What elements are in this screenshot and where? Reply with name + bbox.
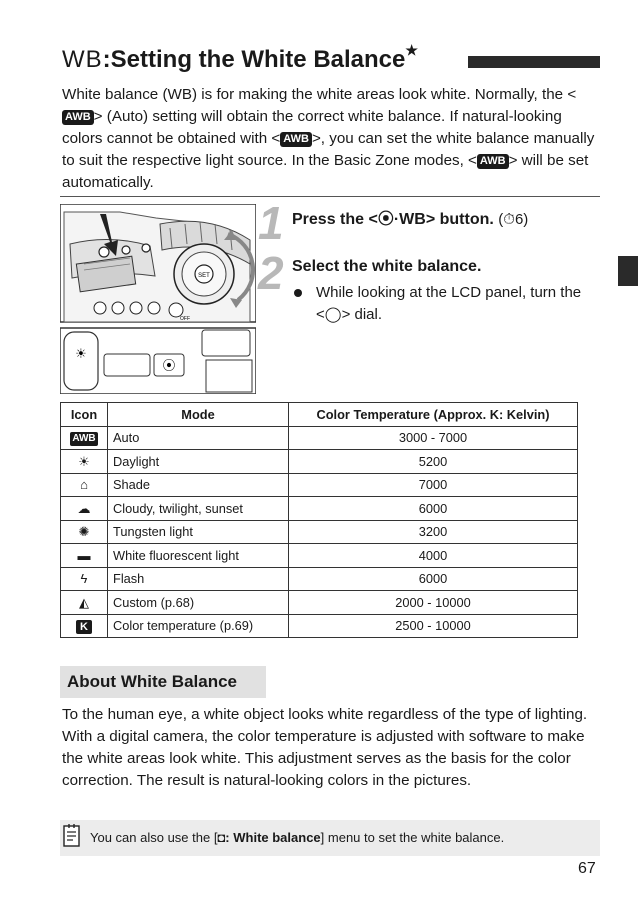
bullet-text: While looking at the LCD panel, turn the < <box>316 284 582 323</box>
bullet-dot <box>294 289 302 297</box>
star-icon: ★ <box>405 42 418 58</box>
step-2-text: Select the white balance. <box>292 258 482 275</box>
note-text-post: ] menu to set the white balance. <box>320 830 505 845</box>
page-title <box>62 42 418 74</box>
temp-cell: 3200 <box>289 520 578 544</box>
header-mode: Mode <box>108 403 289 427</box>
table-row <box>61 497 578 521</box>
header-color-temperature: Color Temperature (Approx. K: Kelvin) <box>289 403 578 427</box>
svg-text:☀: ☀ <box>75 347 87 362</box>
custom-wb-icon: ◭ <box>79 594 89 610</box>
table-row <box>61 591 578 615</box>
flash-icon: ϟ <box>80 571 88 587</box>
mode-cell: Flash <box>108 567 289 591</box>
title-text: :Setting the White Balance <box>102 46 406 73</box>
kelvin-icon: K <box>76 620 92 634</box>
table-row <box>61 544 578 568</box>
dial-set-label: SET <box>198 273 210 279</box>
step-1-label: Press the < <box>292 211 378 228</box>
mode-cell: Tungsten light <box>108 520 289 544</box>
wb-icon: WB <box>62 46 103 73</box>
temp-cell: 3000 - 7000 <box>289 426 578 450</box>
cloudy-icon: ☁ <box>77 500 91 516</box>
intro-text-3: >, you can set the white balance manually to suit the respective light source. In the Basic Zone modes, < <box>62 130 595 169</box>
mode-cell: Auto <box>108 426 289 450</box>
step-1-number: 1 <box>258 197 284 249</box>
camera-illustration <box>60 204 256 394</box>
bullet-text-end: > dial. <box>341 306 383 323</box>
step-1-text <box>292 206 528 229</box>
step-2-number: 2 <box>258 247 284 299</box>
intro-paragraph <box>62 84 602 194</box>
intro-text-2: > (Auto) setting will obtain the correct white balance. If natural-looking colors cannot be obtained with < <box>62 108 562 147</box>
awb-icon: AWB <box>280 132 312 147</box>
about-heading-box <box>60 666 266 698</box>
temp-cell: 7000 <box>289 473 578 497</box>
temp-cell: 5200 <box>289 450 578 474</box>
title-bar <box>468 56 600 68</box>
page-ref: (⏱6) <box>498 211 529 228</box>
header-icon: Icon <box>61 403 108 427</box>
mode-cell: Custom (p.68) <box>108 591 289 615</box>
memo-icon <box>63 824 81 855</box>
table-row <box>61 567 578 591</box>
mode-cell: Cloudy, twilight, sunset <box>108 497 289 521</box>
intro-text-1: White balance (WB) is for making the white areas look white. Normally, the < <box>62 86 577 103</box>
temp-cell: 6000 <box>289 567 578 591</box>
shade-icon: ⌂ <box>80 477 88 493</box>
page-number: 67 <box>578 860 596 877</box>
intro-text-4: > will be set automatically. <box>62 152 589 191</box>
fluorescent-icon: ▬ <box>77 547 91 563</box>
note-text-pre: You can also use the [ <box>90 830 218 845</box>
table-row <box>61 614 578 638</box>
awb-icon: AWB <box>72 433 96 445</box>
svg-text:⦿: ⦿ <box>162 359 176 374</box>
mode-cell: Daylight <box>108 450 289 474</box>
mode-cell: Shade <box>108 473 289 497</box>
off-label: OFF <box>180 316 190 322</box>
about-paragraph: To the human eye, a white object looks white regardless of the type of lighting. With a digital camera, the color temperature is adjusted with software to make the white areas look white. This adjustment serves as the basis for the color correction. The result is natural-looking colors in the pictures. <box>62 706 588 789</box>
temp-cell: 2500 - 10000 <box>289 614 578 638</box>
about-heading: About White Balance <box>67 672 238 691</box>
temp-cell: 4000 <box>289 544 578 568</box>
step-1-label-end: > button. <box>425 211 494 228</box>
daylight-icon: ☀ <box>78 453 90 469</box>
metering-wb-button-icon: ⦿·WB <box>377 211 426 228</box>
note-box <box>60 820 600 856</box>
table-row <box>61 473 578 497</box>
note-text <box>90 830 504 845</box>
table-row <box>61 426 578 450</box>
step-2-bullet <box>316 282 601 326</box>
menu-name: White balance <box>229 830 321 845</box>
shooting-menu-icon: ◘: <box>217 830 230 845</box>
temp-cell: 2000 - 10000 <box>289 591 578 615</box>
table-row <box>61 520 578 544</box>
mode-cell: White fluorescent light <box>108 544 289 568</box>
main-dial-icon: ◯ <box>324 306 342 323</box>
table-header-row <box>61 403 578 427</box>
tungsten-icon: ✺ <box>78 524 90 540</box>
awb-icon: AWB <box>62 110 94 125</box>
divider <box>60 196 600 197</box>
chapter-tab <box>618 256 638 286</box>
temp-cell: 6000 <box>289 497 578 521</box>
mode-cell: Color temperature (p.69) <box>108 614 289 638</box>
white-balance-table <box>60 402 578 638</box>
awb-icon: AWB <box>477 154 509 169</box>
table-row <box>61 450 578 474</box>
